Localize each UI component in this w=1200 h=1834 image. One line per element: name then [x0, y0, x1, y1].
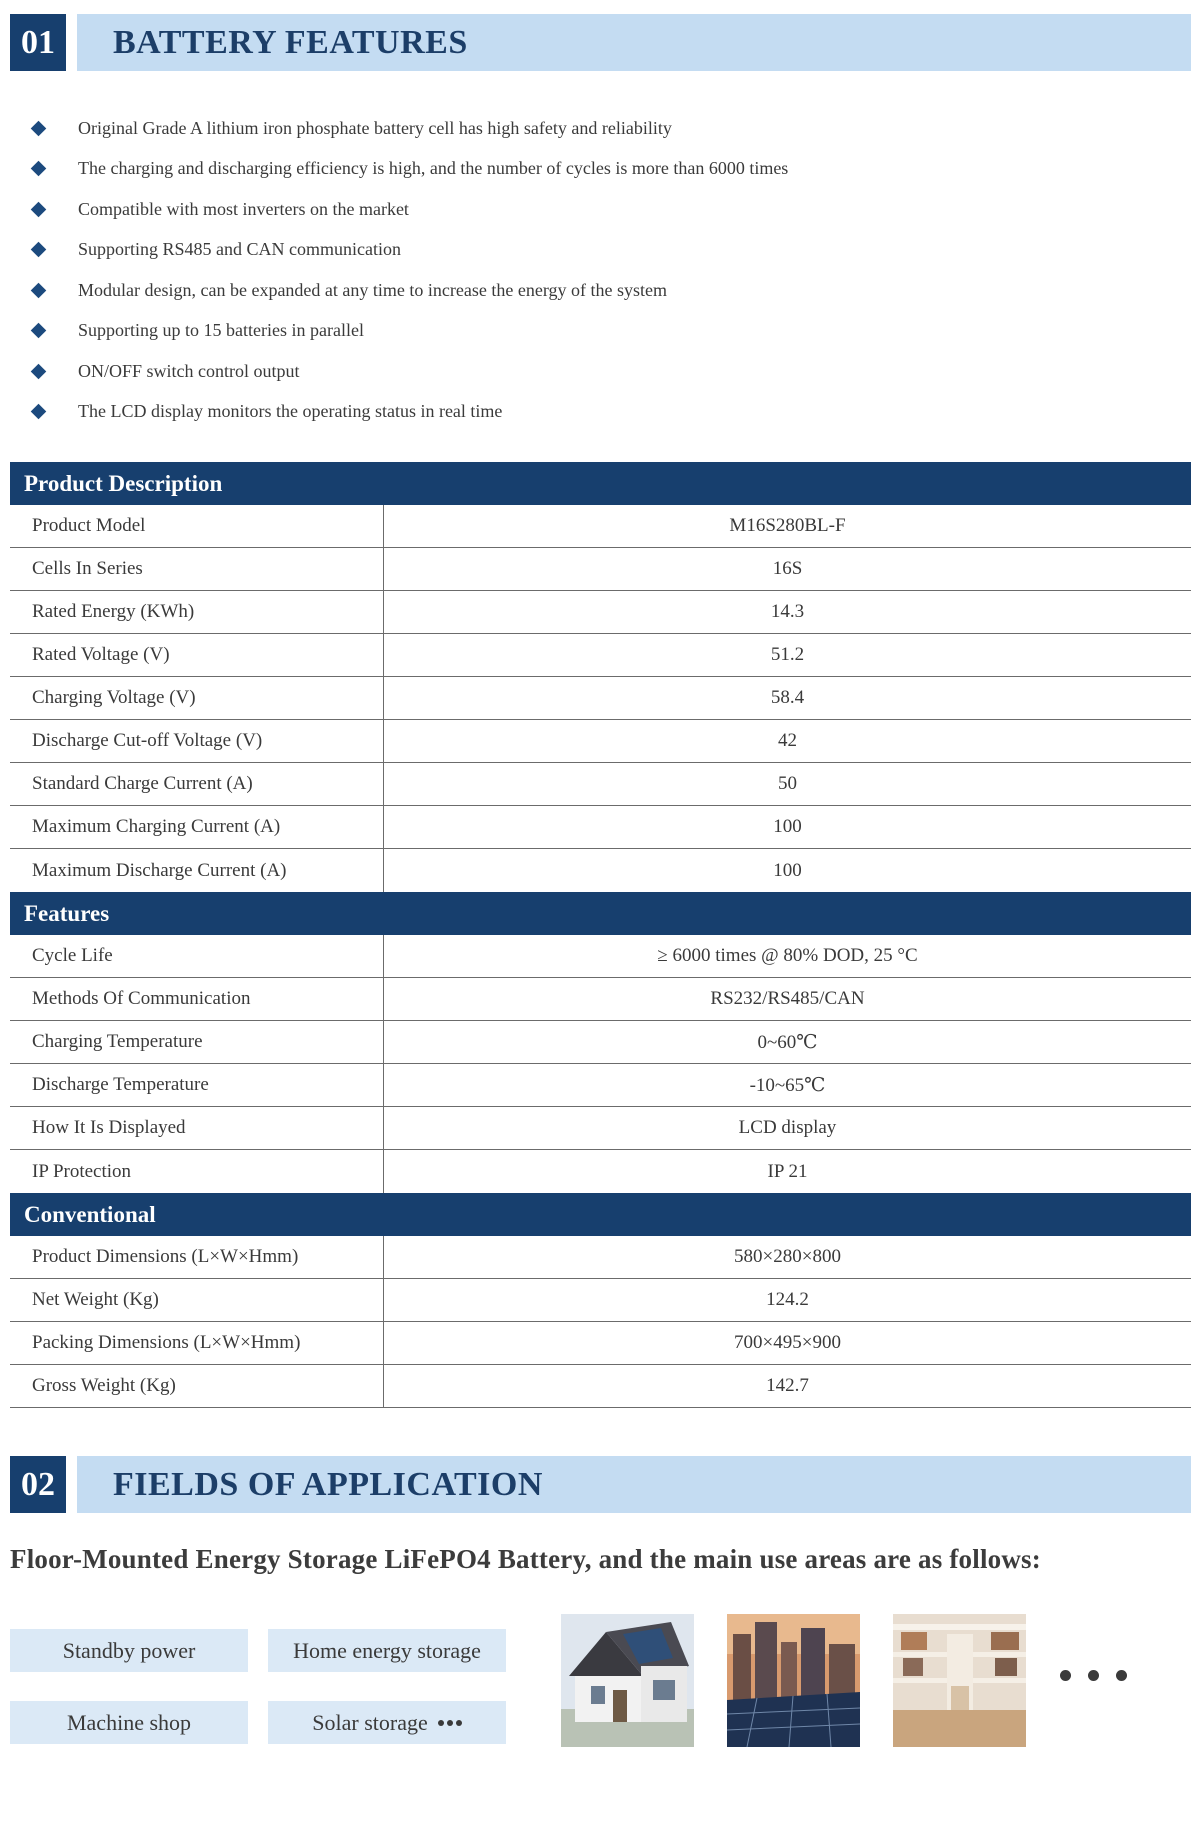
- section-title: BATTERY FEATURES: [113, 23, 468, 61]
- list-item: ON/OFF switch control output: [28, 351, 788, 392]
- chip-solar-storage: Solar storage: [268, 1701, 506, 1744]
- table-row: Rated Energy (KWh) 14.3: [10, 591, 1191, 634]
- diamond-bullet-icon: [31, 323, 47, 339]
- more-ellipsis-icon: [1060, 1670, 1127, 1681]
- table-row: Gross Weight (Kg) 142.7: [10, 1365, 1191, 1408]
- diamond-bullet-icon: [31, 120, 47, 136]
- table-row: Cells In Series 16S: [10, 548, 1191, 591]
- table-row: IP Protection IP 21: [10, 1150, 1191, 1193]
- table-row: How It Is Displayed LCD display: [10, 1107, 1191, 1150]
- list-item: Compatible with most inverters on the market: [28, 189, 788, 230]
- group-heading-product-description: Product Description: [10, 462, 1191, 505]
- application-subtitle: Floor-Mounted Energy Storage LiFePO4 Battery, and the main use areas are as follows:: [10, 1544, 1041, 1574]
- section-number: 01: [10, 14, 66, 71]
- group-heading-features: Features: [10, 892, 1191, 935]
- table-row: Standard Charge Current (A) 50: [10, 763, 1191, 806]
- diamond-bullet-icon: [31, 161, 47, 177]
- table-row: Discharge Cut-off Voltage (V) 42: [10, 720, 1191, 763]
- list-item: The charging and discharging efficiency is high, and the number of cycles is more than 6000 times: [28, 149, 788, 190]
- diamond-bullet-icon: [31, 201, 47, 217]
- house-solar-roof-image: [561, 1614, 694, 1747]
- diamond-bullet-icon: [31, 282, 47, 298]
- chip-home-energy-storage: Home energy storage: [268, 1629, 506, 1672]
- list-item: Supporting RS485 and CAN communication: [28, 230, 788, 271]
- section-header-battery-features: [10, 14, 1191, 71]
- more-dots-icon: [438, 1720, 462, 1726]
- list-item: Supporting up to 15 batteries in parallel: [28, 311, 788, 352]
- table-row: Maximum Charging Current (A) 100: [10, 806, 1191, 849]
- table-row: Charging Temperature 0~60℃: [10, 1021, 1191, 1064]
- chip-machine-shop: Machine shop: [10, 1701, 248, 1744]
- table-row: Discharge Temperature -10~65℃: [10, 1064, 1191, 1107]
- chip-standby-power: Standby power: [10, 1629, 248, 1672]
- table-row: Product Dimensions (L×W×Hmm) 580×280×800: [10, 1236, 1191, 1279]
- city-solar-panels-image: [727, 1614, 860, 1747]
- diamond-bullet-icon: [31, 363, 47, 379]
- table-row: Rated Voltage (V) 51.2: [10, 634, 1191, 677]
- diamond-bullet-icon: [31, 242, 47, 258]
- section-title-bar: [77, 14, 1191, 71]
- group-heading-conventional: Conventional: [10, 1193, 1191, 1236]
- shopping-mall-image: [893, 1614, 1026, 1747]
- section-title-bar: [77, 1456, 1191, 1513]
- list-item: Modular design, can be expanded at any time to increase the energy of the system: [28, 270, 788, 311]
- table-row: Packing Dimensions (L×W×Hmm) 700×495×900: [10, 1322, 1191, 1365]
- table-row: Charging Voltage (V) 58.4: [10, 677, 1191, 720]
- table-row: Maximum Discharge Current (A) 100: [10, 849, 1191, 892]
- table-row: Cycle Life ≥ 6000 times @ 80% DOD, 25 °C: [10, 935, 1191, 978]
- table-row: Methods Of Communication RS232/RS485/CAN: [10, 978, 1191, 1021]
- list-item: The LCD display monitors the operating status in real time: [28, 392, 788, 433]
- section-number: 02: [10, 1456, 66, 1513]
- feature-bullet-list: [28, 108, 788, 432]
- spec-table: [10, 462, 1191, 1408]
- diamond-bullet-icon: [31, 404, 47, 420]
- table-row: Product Model M16S280BL-F: [10, 505, 1191, 548]
- table-row: Net Weight (Kg) 124.2: [10, 1279, 1191, 1322]
- list-item: Original Grade A lithium iron phosphate battery cell has high safety and reliability: [28, 108, 788, 149]
- section-header-fields-of-application: [10, 1456, 1191, 1513]
- section-title: FIELDS OF APPLICATION: [113, 1465, 543, 1503]
